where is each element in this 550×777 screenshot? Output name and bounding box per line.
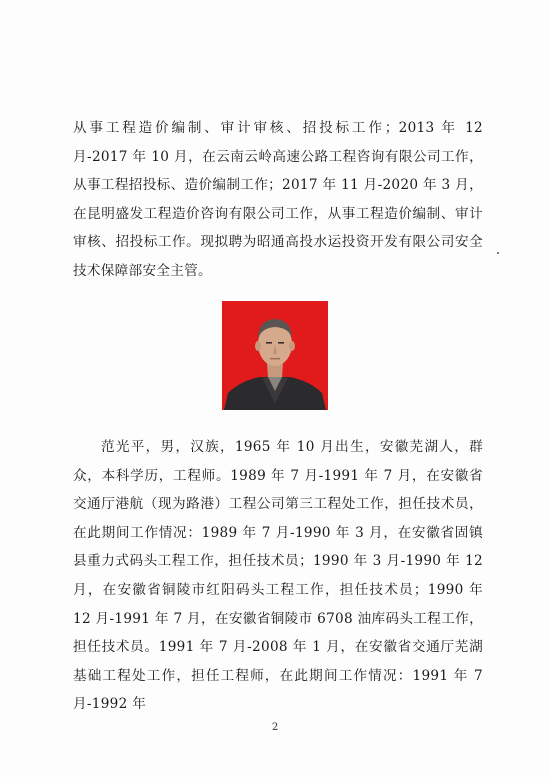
scan-speck (497, 252, 499, 254)
page-number: 2 (271, 722, 279, 733)
portrait-photo (222, 301, 328, 410)
paragraph-previous-person-bio: 从事工程造价编制、审计审核、招投标工作；2013 年 12 月-2017 年 10 月，在云南云岭高速公路工程咨询有限公司工作，从事工程招投标、造价编制工作；2017 年 11 月-2020 年 3 月，在昆明盛发工程造价咨询有限公司工作，从事工程造价编制、审计审核、招投标工作。现拟聘为昭通高投水运投资开发有限公司安全技术保障部安全主管。 (73, 120, 483, 279)
paragraph-fan-guangping-bio: 范光平，男，汉族，1965 年 10 月出生，安徽芜湖人，群众，本科学历，工程师。1989 年 7 月-1991 年 7 月，在安徽省交通厅港航（现为路港）工程公司第三工程处工作，担任技术员，在此期间工作情况：1989 年 7 月-1990 年 3 月，在安徽省固镇县重力式码头工程工作，担任技术员；1990 年 3 月-1990 年 12 月，在安徽省铜陵市红阳码头工程工作，担任技术员；1990 年 12 月-1991 年 7 月，在安徽省铜陵市 6708 油库码头工程工作，担任技术员。1991 年 7 月-2008 年 1 月，在安徽省交通厅芜湖基础工程处工作，担任工程师，在此期间工作情况：1991 年 7 月-1992 年 (73, 439, 483, 713)
